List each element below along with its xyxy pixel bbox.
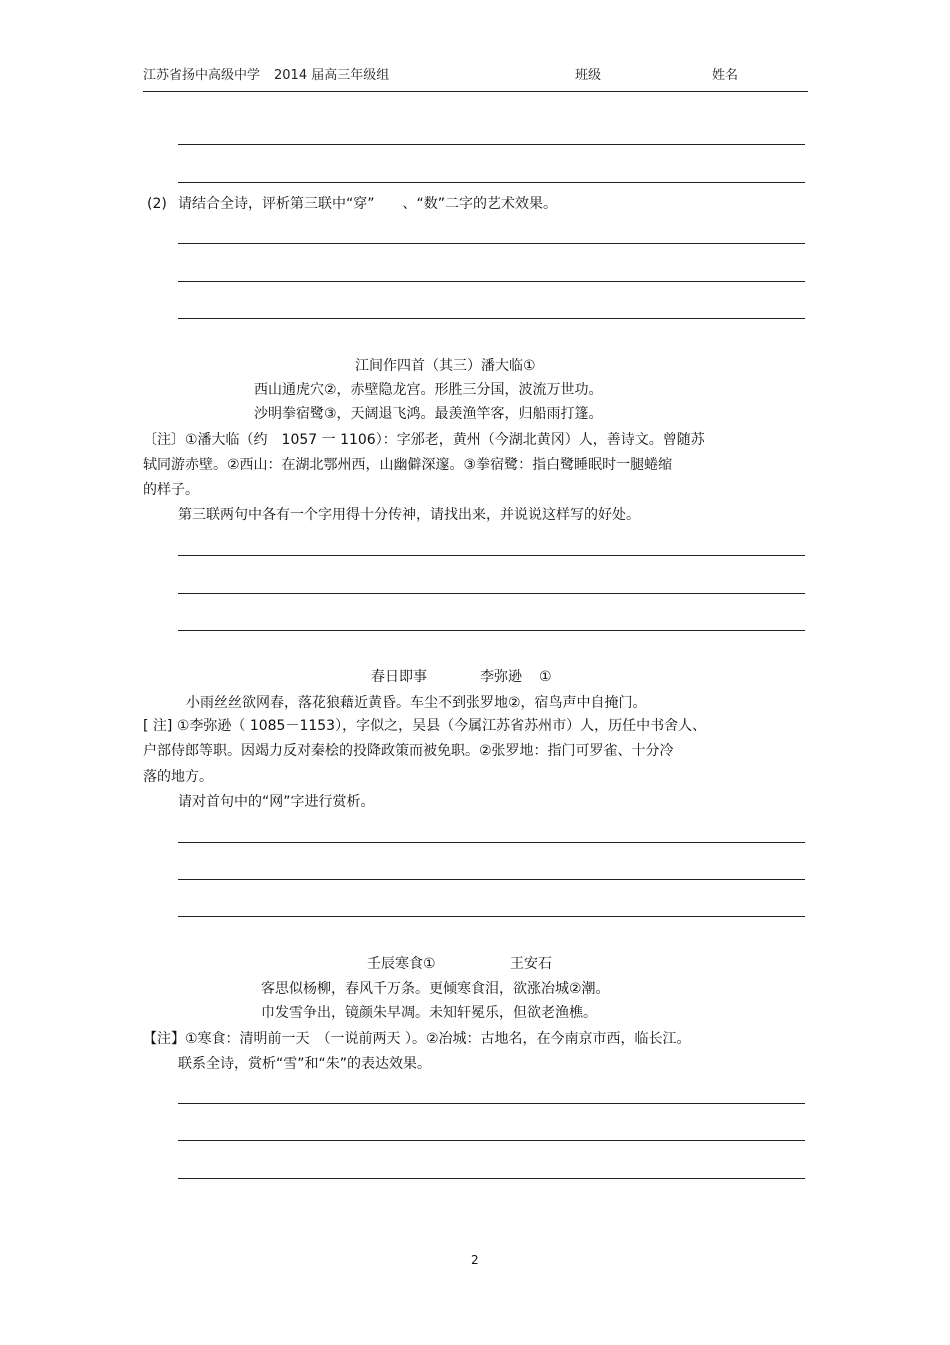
- answer-line: [178, 281, 805, 282]
- poem-question: 联系全诗，赏析“雪”和“朱”的表达效果。: [178, 1056, 432, 1072]
- answer-line: [178, 1178, 805, 1179]
- answer-line: [178, 1140, 805, 1141]
- poem-note: 户部侍郎等职。因竭力反对秦桧的投降政策而被免职。②张罗地：指门可罗雀、十分冷: [143, 743, 674, 759]
- poem-title: 春日即事: [371, 669, 427, 685]
- poem-note: 的样子。: [143, 482, 199, 498]
- header-school: 江苏省扬中高级中学: [143, 68, 261, 83]
- header-name-label: 姓名: [712, 68, 739, 83]
- poem-note: [ 注] ①李弥逊（ 1085－1153），字似之，吴县（今属江苏省苏州市）人，历任中书舍人、: [143, 718, 707, 734]
- header-rule: [143, 91, 808, 92]
- page-number: 2: [471, 1253, 479, 1267]
- answer-line: [178, 243, 805, 244]
- poem-author: 李弥逊: [480, 669, 522, 685]
- question-number: (2): [147, 196, 167, 212]
- header-grade: 2014 届高三年级组: [274, 68, 390, 83]
- poem-note: 〔注〕①潘大临（约 1057 一 1106）：字邠老，黄州（今湖北黄冈）人，善诗文。曾随苏: [143, 432, 705, 448]
- answer-line: [178, 916, 805, 917]
- answer-line: [178, 182, 805, 183]
- poem-title: 江间作四首（其三）潘大临①: [355, 358, 536, 374]
- answer-line: [178, 318, 805, 319]
- poem-author-mark: ①: [539, 669, 552, 685]
- answer-line: [178, 593, 805, 594]
- answer-line: [178, 630, 805, 631]
- answer-line: [178, 879, 805, 880]
- header-class-label: 班级: [575, 68, 602, 83]
- poem-line: 沙明拳宿鹭③，天阔退飞鸿。最羡渔竿客，归船雨打篷。: [254, 406, 603, 422]
- poem-title: 壬辰寒食①: [367, 956, 436, 972]
- poem-note: 落的地方。: [143, 769, 213, 785]
- poem-line: 小雨丝丝欲网春，落花狼藉近黄昏。车尘不到张罗地②，宿鸟声中自掩门。: [186, 695, 647, 711]
- poem-note: 轼同游赤壁。②西山：在湖北鄂州西，山幽僻深邃。③拳宿鹭：指白鹭睡眠时一腿蜷缩: [143, 457, 673, 473]
- poem-question: 请对首句中的“网”字进行赏析。: [178, 794, 375, 810]
- question-text: 请结合全诗，评析第三联中“穿” 、“数”二字的艺术效果。: [178, 196, 558, 212]
- poem-note: 【注】①寒食：清明前一天 （一说前两天 ）。②冶城：古地名，在今南京市西，临长江。: [143, 1031, 691, 1047]
- answer-line: [178, 842, 805, 843]
- answer-line: [178, 555, 805, 556]
- poem-author: 王安石: [510, 956, 552, 972]
- poem-line: 巾发雪争出，镜颜朱早凋。未知轩冕乐，但欲老渔樵。: [261, 1005, 597, 1021]
- poem-question: 第三联两句中各有一个字用得十分传神，请找出来，并说说这样写的好处。: [178, 507, 640, 523]
- poem-line: 西山通虎穴②，赤壁隐龙宫。形胜三分国，波流万世功。: [254, 382, 603, 398]
- poem-line: 客思似杨柳，春风千万条。更倾寒食泪，欲涨冶城②潮。: [261, 981, 610, 997]
- answer-line: [178, 1103, 805, 1104]
- answer-line: [178, 144, 805, 145]
